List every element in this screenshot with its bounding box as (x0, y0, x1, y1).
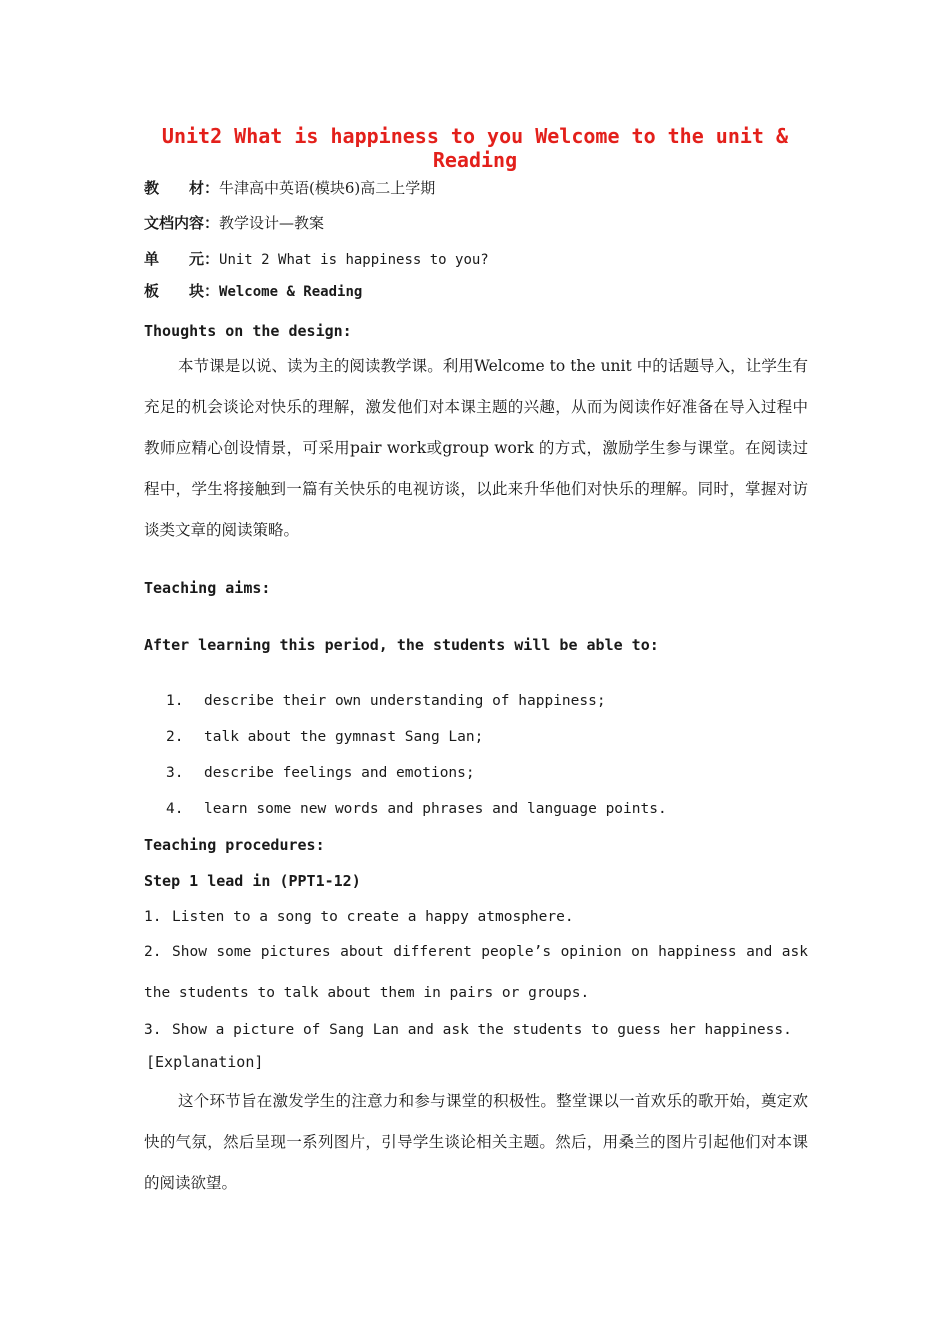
procedure-item (144, 907, 574, 927)
meta-label: 单 元： (144, 250, 220, 268)
aim-text: describe feelings and emotions; (204, 765, 475, 781)
meta-content-type (144, 213, 324, 233)
aim-number: 3. (166, 765, 184, 781)
meta-section (144, 281, 362, 302)
procedure-item-wrapped (144, 932, 808, 1014)
design-heading: Thoughts on the design: (144, 322, 352, 340)
procedure-item (144, 1020, 792, 1040)
procedure-text: Show some pictures about different people’s opinion on happiness and ask the students to talk about them in pairs or groups. (144, 944, 808, 1001)
meta-textbook (144, 178, 435, 198)
aim-number: 2. (166, 729, 184, 745)
explanation-paragraph: 这个环节旨在激发学生的注意力和参与课堂的积极性。整堂课以一首欢乐的歌开始，奠定欢快的气氛，然后呈现一系列图片，引导学生谈论相关主题。然后，用桑兰的图片引起他们对本课的阅读欲望。 (144, 1092, 808, 1192)
aim-item (166, 727, 483, 747)
step1-heading: Step 1 lead in (PPT1-12) (144, 872, 361, 890)
meta-label: 板 块： (144, 282, 220, 300)
meta-unit (144, 249, 489, 270)
aim-number: 1. (166, 693, 184, 709)
document-title: Unit2 What is happiness to you Welcome to the unit & Reading (161, 124, 789, 172)
meta-value: 教学设计—教案 (219, 214, 325, 232)
aim-item (166, 799, 667, 819)
procedures-heading: Teaching procedures: (144, 836, 325, 854)
aims-intro: After learning this period, the students will be able to: (144, 636, 659, 654)
procedure-number: 3. (144, 1022, 162, 1038)
procedure-number: 2. (144, 944, 162, 960)
design-paragraph: 本节课是以说、读为主的阅读教学课。利用Welcome to the unit 中的话题导入，让学生有充足的机会谈论对快乐的理解，激发他们对本课主题的兴趣，从而为阅读作好准备在导入过程中教师应精心创设情景，可采用pair work或group work 的方式，激励学生参与课堂。在阅读过程中，学生将接触到一篇有关快乐的电视访谈，以此来升华他们对快乐的理解。同时，掌握对访谈类文章的阅读策略。 (144, 357, 808, 539)
meta-label: 教 材： (144, 179, 220, 197)
aim-item (166, 763, 475, 783)
aim-text: describe their own understanding of happiness; (204, 693, 606, 709)
meta-value: Unit 2 What is happiness to you? (219, 252, 489, 268)
meta-label: 文档内容： (144, 214, 220, 232)
aims-heading: Teaching aims: (144, 579, 271, 597)
aim-text: learn some new words and phrases and language points. (204, 801, 667, 817)
aim-number: 4. (166, 801, 184, 817)
meta-value: 牛津高中英语(模块6)高二上学期 (219, 179, 436, 197)
procedure-number: 1. (144, 909, 162, 925)
aim-item (166, 691, 606, 711)
procedure-text: Listen to a song to create a happy atmosphere. (172, 909, 574, 925)
explanation-heading: [Explanation] (146, 1053, 264, 1071)
aim-text: talk about the gymnast Sang Lan; (204, 729, 484, 745)
procedure-text: Show a picture of Sang Lan and ask the students to guess her happiness. (172, 1022, 792, 1038)
meta-value: Welcome & Reading (219, 284, 363, 300)
